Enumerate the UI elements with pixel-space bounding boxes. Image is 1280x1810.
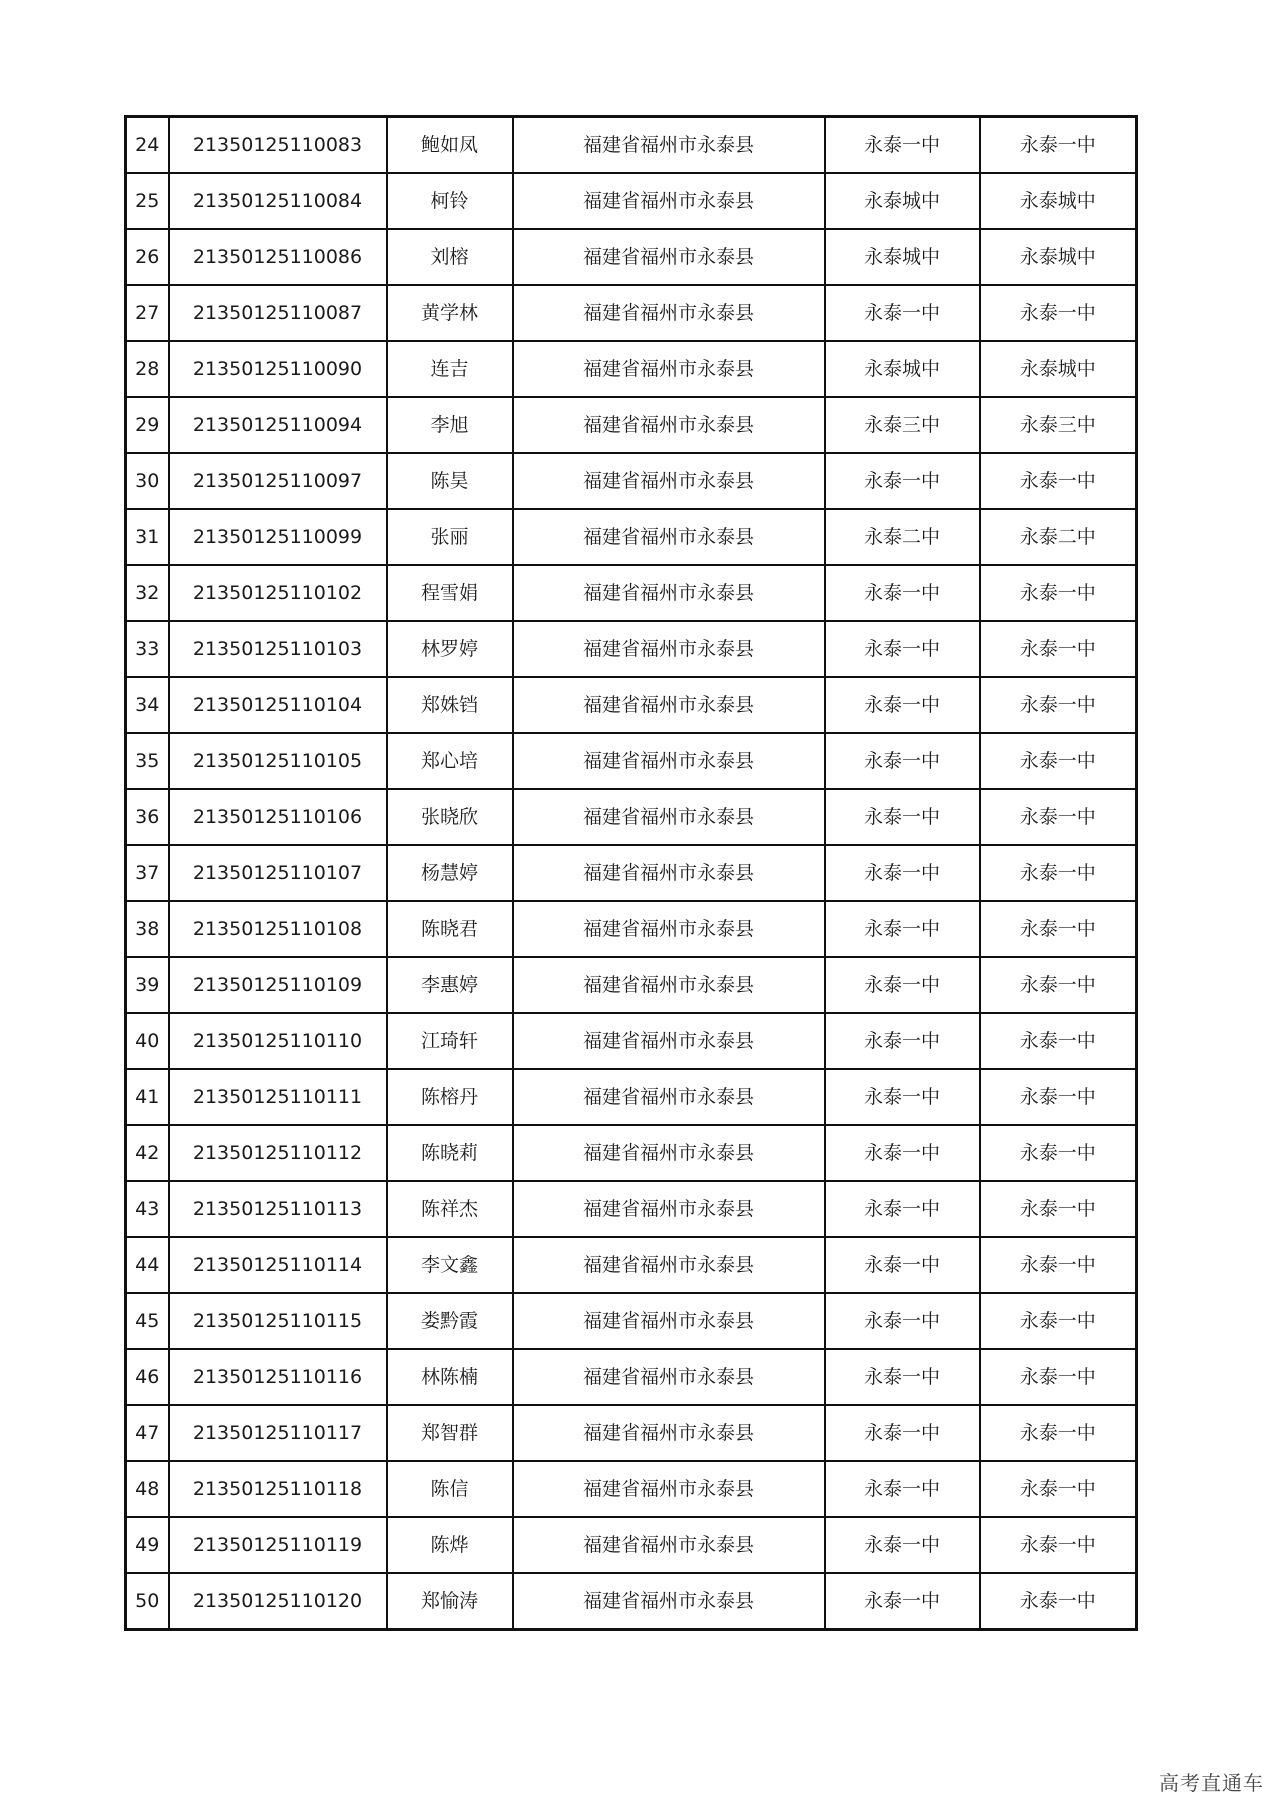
cell-school-2: 永泰城中 <box>980 173 1137 229</box>
cell-exam-id: 21350125110117 <box>169 1405 387 1461</box>
cell-school-2: 永泰城中 <box>980 229 1137 285</box>
cell-exam-id: 21350125110118 <box>169 1461 387 1517</box>
cell-index: 47 <box>126 1405 169 1461</box>
cell-region: 福建省福州市永泰县 <box>513 117 825 174</box>
table-row <box>126 733 1137 789</box>
cell-exam-id: 21350125110090 <box>169 341 387 397</box>
cell-exam-id: 21350125110087 <box>169 285 387 341</box>
cell-school: 永泰一中 <box>825 1517 980 1573</box>
cell-student-name: 黄学林 <box>387 285 513 341</box>
cell-school: 永泰一中 <box>825 1293 980 1349</box>
table-row <box>126 117 1137 174</box>
cell-index: 46 <box>126 1349 169 1405</box>
cell-region: 福建省福州市永泰县 <box>513 1069 825 1125</box>
cell-school: 永泰一中 <box>825 1181 980 1237</box>
cell-exam-id: 21350125110103 <box>169 621 387 677</box>
table-row <box>126 1181 1137 1237</box>
cell-student-name: 林陈楠 <box>387 1349 513 1405</box>
cell-region: 福建省福州市永泰县 <box>513 397 825 453</box>
table-row <box>126 845 1137 901</box>
cell-school-2: 永泰一中 <box>980 1461 1137 1517</box>
table-row <box>126 285 1137 341</box>
student-list-table <box>124 115 1138 1631</box>
cell-student-name: 柯铃 <box>387 173 513 229</box>
cell-student-name: 张晓欣 <box>387 789 513 845</box>
cell-school: 永泰一中 <box>825 1573 980 1630</box>
cell-school-2: 永泰一中 <box>980 1517 1137 1573</box>
table-row <box>126 229 1137 285</box>
table-body <box>126 117 1137 1630</box>
cell-school: 永泰一中 <box>825 117 980 174</box>
table-row <box>126 1405 1137 1461</box>
table-row <box>126 509 1137 565</box>
table-row <box>126 901 1137 957</box>
cell-region: 福建省福州市永泰县 <box>513 1237 825 1293</box>
cell-exam-id: 21350125110094 <box>169 397 387 453</box>
cell-exam-id: 21350125110107 <box>169 845 387 901</box>
cell-exam-id: 21350125110116 <box>169 1349 387 1405</box>
cell-region: 福建省福州市永泰县 <box>513 1405 825 1461</box>
table-row <box>126 1013 1137 1069</box>
cell-index: 29 <box>126 397 169 453</box>
cell-student-name: 陈信 <box>387 1461 513 1517</box>
table-row <box>126 565 1137 621</box>
cell-school-2: 永泰一中 <box>980 677 1137 733</box>
cell-region: 福建省福州市永泰县 <box>513 957 825 1013</box>
cell-exam-id: 21350125110099 <box>169 509 387 565</box>
cell-index: 43 <box>126 1181 169 1237</box>
cell-region: 福建省福州市永泰县 <box>513 621 825 677</box>
cell-student-name: 刘榕 <box>387 229 513 285</box>
cell-index: 41 <box>126 1069 169 1125</box>
cell-student-name: 陈烨 <box>387 1517 513 1573</box>
cell-exam-id: 21350125110109 <box>169 957 387 1013</box>
cell-school-2: 永泰一中 <box>980 1237 1137 1293</box>
cell-school-2: 永泰一中 <box>980 1293 1137 1349</box>
cell-index: 24 <box>126 117 169 174</box>
cell-exam-id: 21350125110115 <box>169 1293 387 1349</box>
cell-index: 35 <box>126 733 169 789</box>
cell-school-2: 永泰一中 <box>980 1125 1137 1181</box>
cell-exam-id: 21350125110119 <box>169 1517 387 1573</box>
cell-student-name: 陈祥杰 <box>387 1181 513 1237</box>
cell-region: 福建省福州市永泰县 <box>513 1573 825 1630</box>
cell-student-name: 陈昊 <box>387 453 513 509</box>
cell-region: 福建省福州市永泰县 <box>513 901 825 957</box>
table-row <box>126 957 1137 1013</box>
cell-school: 永泰城中 <box>825 173 980 229</box>
cell-region: 福建省福州市永泰县 <box>513 1461 825 1517</box>
cell-region: 福建省福州市永泰县 <box>513 1013 825 1069</box>
table-row <box>126 341 1137 397</box>
cell-student-name: 郑姝铛 <box>387 677 513 733</box>
cell-school: 永泰一中 <box>825 789 980 845</box>
cell-student-name: 张丽 <box>387 509 513 565</box>
cell-school: 永泰三中 <box>825 397 980 453</box>
cell-exam-id: 21350125110110 <box>169 1013 387 1069</box>
table-row <box>126 621 1137 677</box>
table-row <box>126 1069 1137 1125</box>
table-row <box>126 173 1137 229</box>
table-row <box>126 1573 1137 1630</box>
cell-school: 永泰一中 <box>825 285 980 341</box>
cell-school: 永泰一中 <box>825 1013 980 1069</box>
cell-school-2: 永泰三中 <box>980 397 1137 453</box>
cell-school-2: 永泰城中 <box>980 341 1137 397</box>
cell-region: 福建省福州市永泰县 <box>513 1125 825 1181</box>
cell-region: 福建省福州市永泰县 <box>513 845 825 901</box>
table-row <box>126 789 1137 845</box>
cell-school: 永泰一中 <box>825 453 980 509</box>
cell-school: 永泰一中 <box>825 901 980 957</box>
cell-exam-id: 21350125110113 <box>169 1181 387 1237</box>
cell-index: 25 <box>126 173 169 229</box>
cell-index: 30 <box>126 453 169 509</box>
cell-school-2: 永泰一中 <box>980 789 1137 845</box>
cell-region: 福建省福州市永泰县 <box>513 341 825 397</box>
cell-region: 福建省福州市永泰县 <box>513 285 825 341</box>
cell-school-2: 永泰一中 <box>980 901 1137 957</box>
cell-region: 福建省福州市永泰县 <box>513 173 825 229</box>
cell-student-name: 郑愉涛 <box>387 1573 513 1630</box>
cell-school-2: 永泰一中 <box>980 285 1137 341</box>
cell-school: 永泰城中 <box>825 341 980 397</box>
cell-exam-id: 21350125110097 <box>169 453 387 509</box>
cell-school: 永泰一中 <box>825 733 980 789</box>
cell-index: 39 <box>126 957 169 1013</box>
cell-school: 永泰一中 <box>825 1349 980 1405</box>
table-row <box>126 397 1137 453</box>
cell-school: 永泰一中 <box>825 1237 980 1293</box>
cell-student-name: 李旭 <box>387 397 513 453</box>
cell-index: 27 <box>126 285 169 341</box>
cell-school-2: 永泰二中 <box>980 509 1137 565</box>
cell-student-name: 郑心培 <box>387 733 513 789</box>
cell-region: 福建省福州市永泰县 <box>513 453 825 509</box>
cell-school: 永泰一中 <box>825 957 980 1013</box>
watermark-text: 高考直通车 <box>1159 1771 1264 1795</box>
cell-student-name: 娄黔霞 <box>387 1293 513 1349</box>
cell-index: 45 <box>126 1293 169 1349</box>
cell-school: 永泰一中 <box>825 621 980 677</box>
cell-exam-id: 21350125110104 <box>169 677 387 733</box>
cell-school-2: 永泰一中 <box>980 1181 1137 1237</box>
table-row <box>126 1125 1137 1181</box>
cell-school-2: 永泰一中 <box>980 1069 1137 1125</box>
cell-student-name: 程雪娟 <box>387 565 513 621</box>
cell-index: 37 <box>126 845 169 901</box>
cell-exam-id: 21350125110111 <box>169 1069 387 1125</box>
cell-school-2: 永泰一中 <box>980 453 1137 509</box>
cell-school-2: 永泰一中 <box>980 733 1137 789</box>
cell-student-name: 李文鑫 <box>387 1237 513 1293</box>
cell-student-name: 杨慧婷 <box>387 845 513 901</box>
table-row <box>126 1349 1137 1405</box>
cell-school-2: 永泰一中 <box>980 957 1137 1013</box>
cell-index: 34 <box>126 677 169 733</box>
cell-region: 福建省福州市永泰县 <box>513 1517 825 1573</box>
cell-region: 福建省福州市永泰县 <box>513 1181 825 1237</box>
cell-exam-id: 21350125110102 <box>169 565 387 621</box>
cell-student-name: 陈晓君 <box>387 901 513 957</box>
cell-exam-id: 21350125110108 <box>169 901 387 957</box>
cell-school: 永泰一中 <box>825 845 980 901</box>
cell-school: 永泰城中 <box>825 229 980 285</box>
cell-index: 36 <box>126 789 169 845</box>
cell-school: 永泰一中 <box>825 1461 980 1517</box>
cell-region: 福建省福州市永泰县 <box>513 677 825 733</box>
cell-index: 38 <box>126 901 169 957</box>
cell-school: 永泰一中 <box>825 1125 980 1181</box>
cell-student-name: 鲍如凤 <box>387 117 513 174</box>
cell-school-2: 永泰一中 <box>980 565 1137 621</box>
table-row <box>126 1517 1137 1573</box>
cell-index: 31 <box>126 509 169 565</box>
cell-school: 永泰一中 <box>825 677 980 733</box>
cell-school: 永泰一中 <box>825 565 980 621</box>
table-row <box>126 1237 1137 1293</box>
cell-region: 福建省福州市永泰县 <box>513 733 825 789</box>
cell-region: 福建省福州市永泰县 <box>513 565 825 621</box>
cell-school-2: 永泰一中 <box>980 1013 1137 1069</box>
cell-school-2: 永泰一中 <box>980 1349 1137 1405</box>
cell-region: 福建省福州市永泰县 <box>513 1349 825 1405</box>
cell-region: 福建省福州市永泰县 <box>513 229 825 285</box>
cell-region: 福建省福州市永泰县 <box>513 509 825 565</box>
cell-index: 40 <box>126 1013 169 1069</box>
cell-exam-id: 21350125110120 <box>169 1573 387 1630</box>
cell-exam-id: 21350125110105 <box>169 733 387 789</box>
cell-student-name: 江琦轩 <box>387 1013 513 1069</box>
cell-school: 永泰一中 <box>825 1405 980 1461</box>
cell-index: 33 <box>126 621 169 677</box>
table-row <box>126 677 1137 733</box>
cell-school-2: 永泰一中 <box>980 845 1137 901</box>
cell-student-name: 陈榕丹 <box>387 1069 513 1125</box>
cell-exam-id: 21350125110083 <box>169 117 387 174</box>
cell-school-2: 永泰一中 <box>980 117 1137 174</box>
cell-exam-id: 21350125110114 <box>169 1237 387 1293</box>
table-row <box>126 1293 1137 1349</box>
cell-student-name: 陈晓莉 <box>387 1125 513 1181</box>
cell-index: 26 <box>126 229 169 285</box>
cell-student-name: 连吉 <box>387 341 513 397</box>
cell-student-name: 林罗婷 <box>387 621 513 677</box>
cell-exam-id: 21350125110084 <box>169 173 387 229</box>
cell-school-2: 永泰一中 <box>980 1573 1137 1630</box>
cell-school-2: 永泰一中 <box>980 621 1137 677</box>
cell-index: 28 <box>126 341 169 397</box>
cell-region: 福建省福州市永泰县 <box>513 789 825 845</box>
cell-region: 福建省福州市永泰县 <box>513 1293 825 1349</box>
cell-index: 49 <box>126 1517 169 1573</box>
cell-school: 永泰一中 <box>825 1069 980 1125</box>
cell-index: 50 <box>126 1573 169 1630</box>
cell-index: 44 <box>126 1237 169 1293</box>
cell-index: 32 <box>126 565 169 621</box>
cell-school-2: 永泰一中 <box>980 1405 1137 1461</box>
cell-index: 42 <box>126 1125 169 1181</box>
cell-student-name: 郑智群 <box>387 1405 513 1461</box>
cell-exam-id: 21350125110086 <box>169 229 387 285</box>
cell-school: 永泰二中 <box>825 509 980 565</box>
table-row <box>126 453 1137 509</box>
cell-index: 48 <box>126 1461 169 1517</box>
cell-student-name: 李惠婷 <box>387 957 513 1013</box>
cell-exam-id: 21350125110112 <box>169 1125 387 1181</box>
cell-exam-id: 21350125110106 <box>169 789 387 845</box>
table-row <box>126 1461 1137 1517</box>
